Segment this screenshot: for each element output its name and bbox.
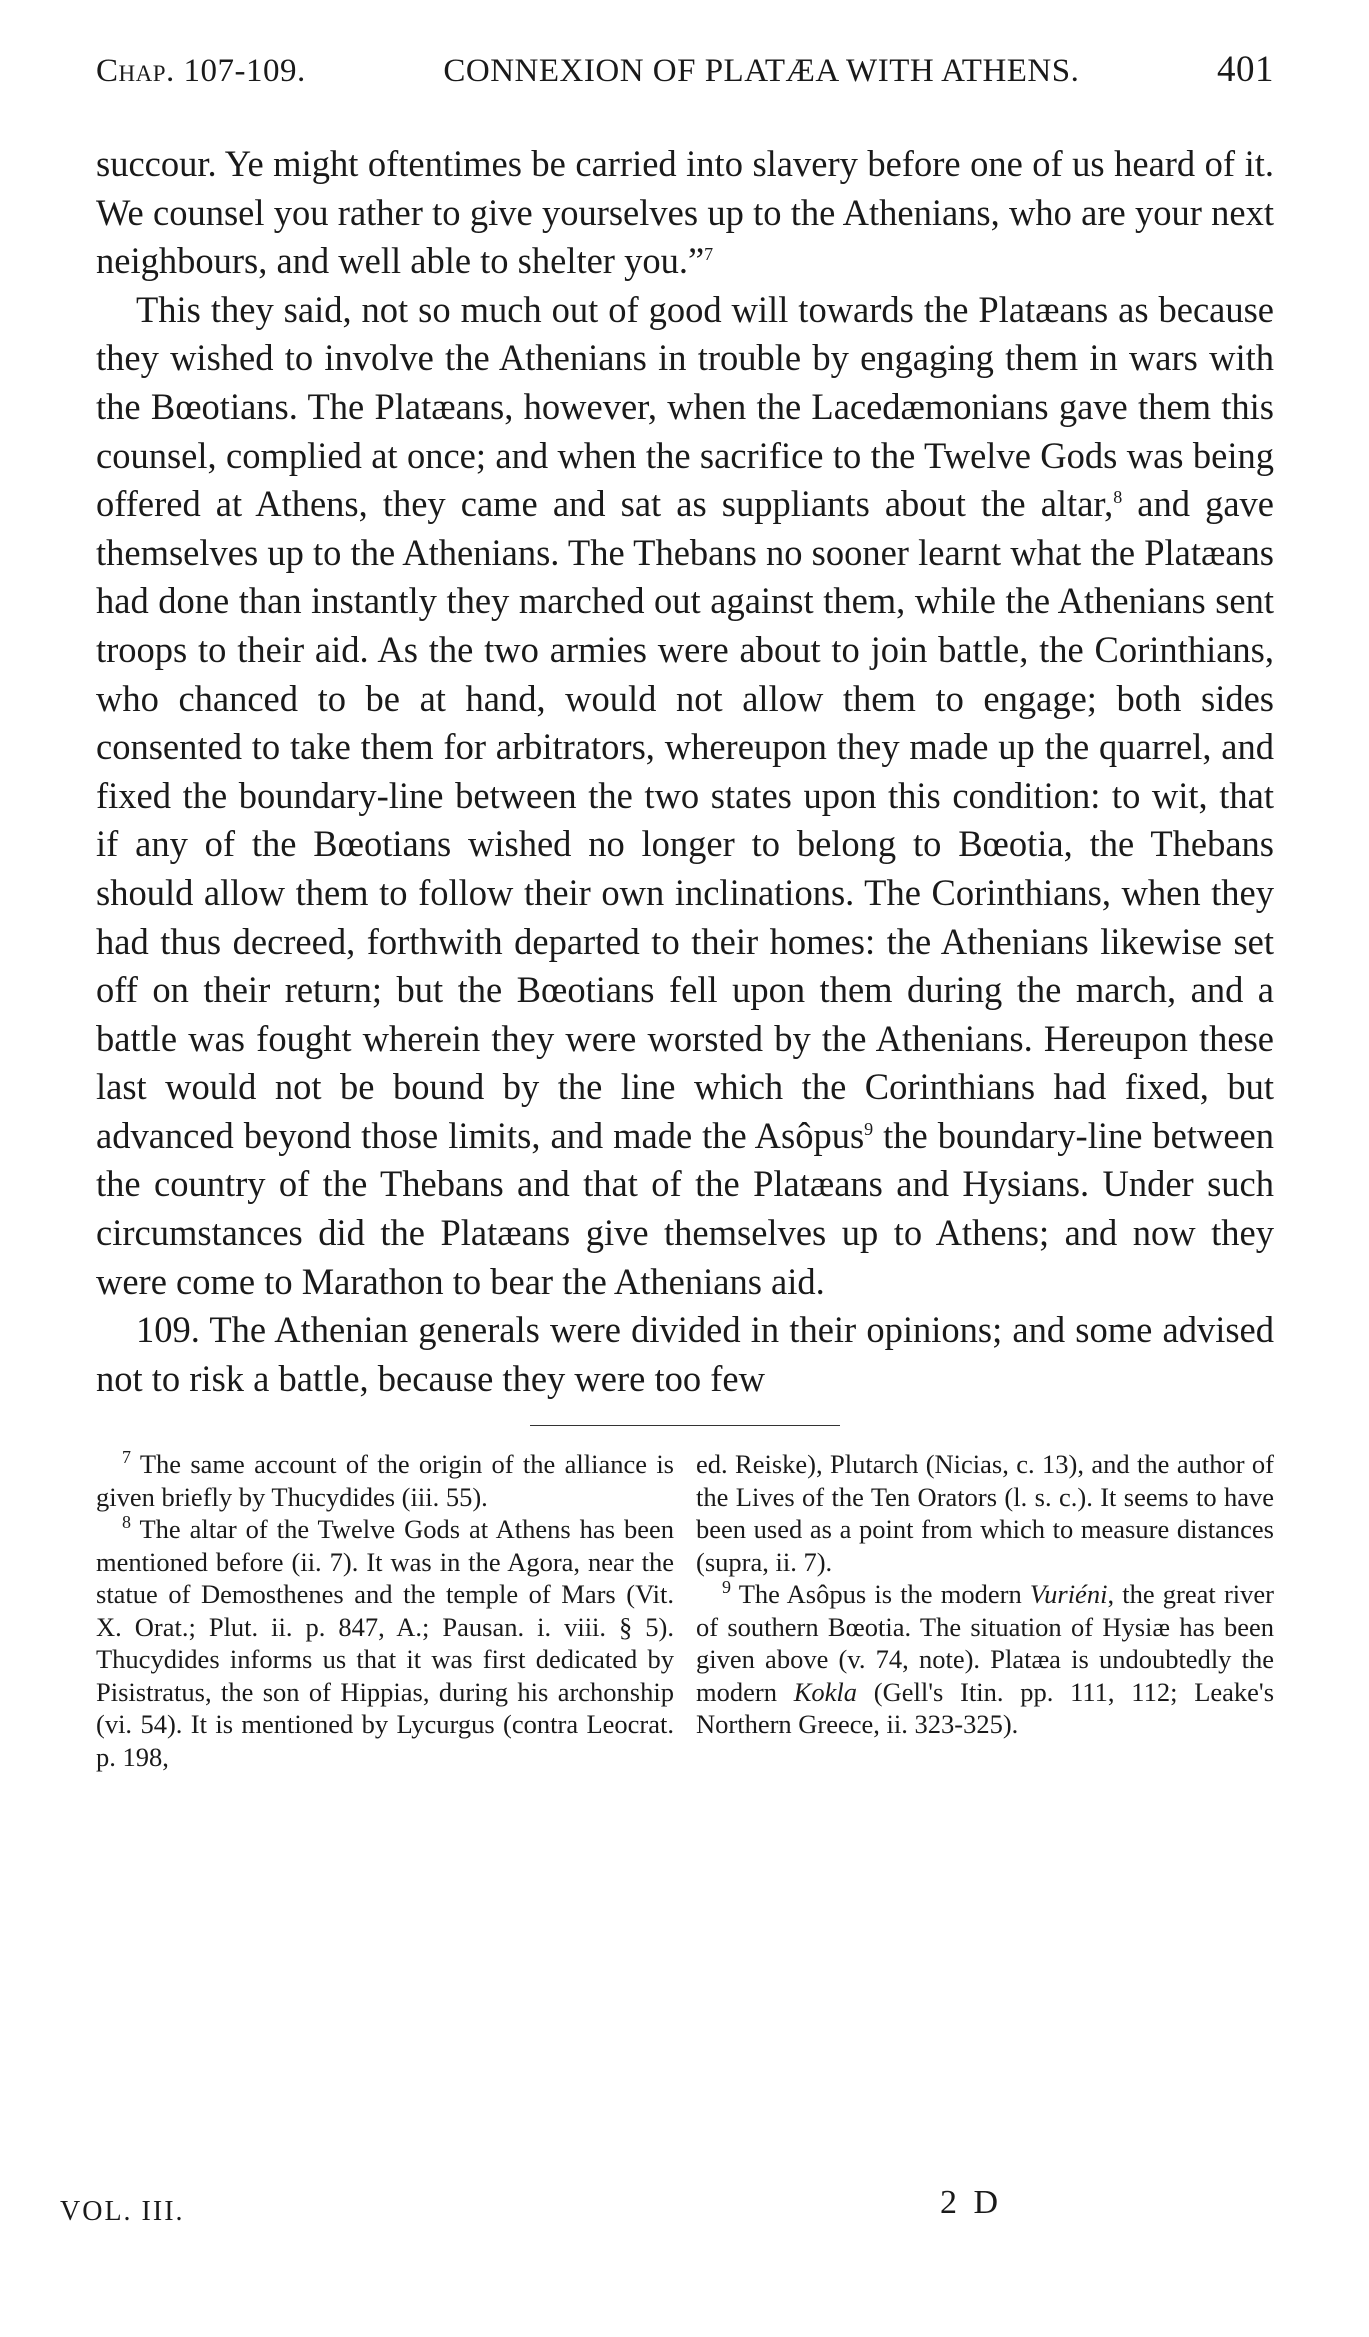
footnote-text: The Asôpus is the modern: [731, 1579, 1030, 1610]
paragraph-text: and gave themselves up to the Athenians. The Thebans no sooner learnt what the Platæans had done than instantly they marched out against them, while the Athenians sent troops to their aid. As the two armies were about to join battle, the Corinthians, who chanced to be at hand, would not allow them to engage; both sides consented to take them for arbitrators, whereupon they made up the quarrel, and fixed the boundary-line between the two states upon this condition: to wit, that if any of the Bœotians wished no longer to belong to Bœotia, the Thebans should allow them to follow their own inclinations. The Corinthians, when they had thus decreed, forthwith departed to their homes: the Athenians likewise set off on their return; but the Bœotians fell upon them during the march, and a battle was fought wherein they were worsted by the Athenians. Hereupon these last would not be bound by the line which the Corinthians had fixed, but advanced beyond those limits, and made the Asôpus: [96, 483, 1274, 1156]
footnotes-left-column: [96, 1448, 674, 1773]
footnotes: [96, 1448, 1274, 1773]
footnote-text: The altar of the Twelve Gods at Athens has been mentioned before (ii. 7). It was in the Agora, near the statue of Demosthenes and the temple of Mars (Vit. X. Orat.; Plut. ii. p. 847, A.; Pausan. i. viii. § 5). Thucydides informs us that it was first dedicated by Pisistratus, the son of Hippias, during his archonship (vi. 54). It is mentioned by Lycurgus (contra Leocrat. p. 198,: [96, 1514, 674, 1772]
paragraph-text: succour. Ye might oftentimes be carried into slavery before one of us heard of it. We counsel you rather to give yourselves up to the Athenians, who are your next neighbours, and well able to shelter you.”: [96, 143, 1274, 282]
footnote-mark: 8: [122, 1512, 131, 1533]
footnote-divider: [530, 1425, 840, 1426]
footnote-ref-9: 9: [864, 1118, 874, 1139]
footnote-text: The same account of the origin of the alliance is given briefly by Thucydides (iii. 55).: [96, 1449, 674, 1512]
paragraph-plataeans: [96, 286, 1274, 1306]
signature-mark: 2 D: [940, 2184, 1003, 2221]
footnote-text: (Gell's Itin. pp. 111, 112; Leake's Northern Greece, ii. 323-325).: [696, 1676, 1275, 1740]
footnotes-right-column: [696, 1448, 1274, 1773]
footnote-ref-7: 7: [704, 244, 714, 265]
footnote-7: [96, 1448, 674, 1513]
footnote-8-continued: [696, 1448, 1274, 1578]
main-text: [96, 140, 1274, 1403]
paragraph-continued: [96, 140, 1274, 286]
paragraph-text: This they said, not so much out of good will towards the Platæans as because they wished to involve the Athenians in trouble by engaging them in wars with the Bœotians. The Platæans, however, when the Lacedæmonians gave them this counsel, complied at once; and when the sacrifice to the Twelve Gods was being offered at Athens, they came and sat as suppliants about the altar,: [96, 288, 1274, 525]
page-number: 401: [1217, 49, 1274, 90]
footnote-8: [96, 1513, 674, 1773]
volume-label: VOL. III.: [60, 2196, 185, 2227]
running-head: [96, 48, 1274, 106]
running-title: CONNEXION OF PLATÆA WITH ATHENS.: [443, 53, 1080, 89]
book-page: [96, 48, 1274, 1773]
footnote-text: , the great river of southern Bœotia. The situation of Hysiæ has been given above (v. 74, note). Platæa is undoubtedly the modern: [696, 1579, 1274, 1707]
paragraph-section-109: [96, 1306, 1274, 1403]
chapter-range: Chap. 107-109.: [96, 53, 306, 89]
place-name: Vuriéni: [1029, 1579, 1108, 1610]
footnote-text: ed. Reiske), Plutarch (Nicias, c. 13), and the author of the Lives of the Ten Orators (l. s. c.). It seems to have been used as a point from which to measure distances (supra, ii. 7).: [696, 1449, 1274, 1577]
footnote-9: [696, 1578, 1274, 1741]
footnote-mark: 7: [122, 1447, 131, 1468]
footnote-ref-8: 8: [1113, 487, 1123, 507]
place-name: Kokla: [793, 1676, 858, 1707]
paragraph-text: The Athenian generals were divided in their opinions; and some advised not to risk a battle, because they were too few: [96, 1309, 1274, 1399]
section-number: 109.: [136, 1309, 200, 1351]
paragraph-text: the boundary-line between the country of the Thebans and that of the Platæans and Hysians. Under such circumstances did the Platæans give themselves up to Athens; and now they were come to Marathon to bear the Athenians aid.: [96, 1114, 1274, 1302]
footnote-mark: 9: [722, 1577, 731, 1598]
